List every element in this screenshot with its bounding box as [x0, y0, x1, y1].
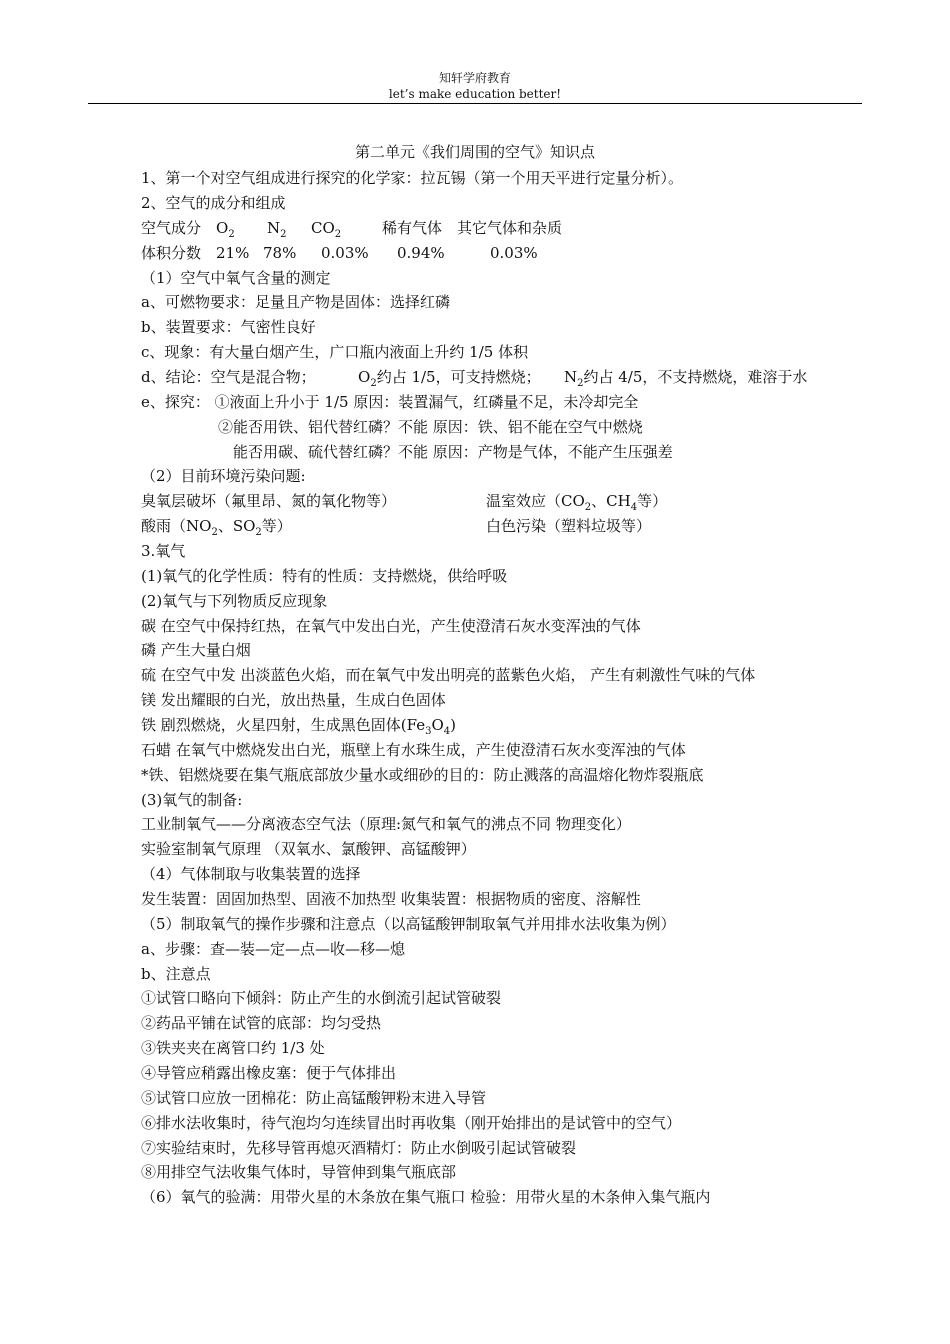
text-line: (1)氧气的化学性质：特有的性质：支持燃烧，供给呼吸	[141, 567, 508, 585]
row-label: 体积分数	[141, 244, 202, 262]
text-line: 酸雨（$NO_2$、$SO_2$等）	[141, 517, 292, 538]
text-line: b、注意点	[141, 965, 211, 983]
text-line: ③铁夹夹在离管口约 1/3 处	[141, 1039, 325, 1057]
other-gas-label: 其它气体和杂质	[457, 219, 563, 237]
text-line: ②能否用铁、铝代替红磷？不能 原因：铁、铝不能在空气中燃烧	[218, 418, 643, 436]
page-header	[88, 70, 862, 102]
text-line: ⑥排水法收集时，待气泡均匀连续冒出时再收集（刚开始排出的是试管中的空气）	[141, 1114, 682, 1132]
text-line: （1）空气中氧气含量的测定	[141, 269, 331, 287]
text-line: 能否用碳、硫代替红磷？不能 原因：产物是气体，不能产生压强差	[233, 443, 673, 461]
text-line: 臭氧层破坏（氟里昂、氮的氧化物等）	[141, 492, 397, 510]
text-line: 温室效应（$CO_2$、$CH_4$等）	[486, 492, 668, 513]
nitrogen-formula: $N_2$	[267, 219, 287, 240]
text-line: 铁 剧烈燃烧，火星四射，生成黑色固体$(Fe_3O_4)$	[141, 716, 457, 737]
text-line: c、现象：有大量白烟产生，广口瓶内液面上升约 1/5 体积	[141, 343, 529, 361]
text-line: ②药品平铺在试管的底部：均匀受热	[141, 1014, 382, 1032]
text-line: 磷 产生大量白烟	[141, 641, 251, 659]
text-line: (3)氧气的制备:	[141, 791, 243, 809]
header-org: 知轩学府教育	[438, 71, 511, 85]
co2-formula: $CO_2$	[311, 219, 342, 240]
volume-value: 0.03%	[321, 244, 369, 262]
text-line: 白色污染（塑料垃圾等）	[486, 517, 652, 535]
header-rule	[88, 103, 862, 104]
text-line: d、结论：空气是混合物； $O_2$约占 1/5，可支持燃烧； $N_2$约占 4/5，不支持燃烧，难溶于水	[141, 368, 808, 389]
row-label: 空气成分	[141, 219, 202, 237]
text-line: 镁 发出耀眼的白光，放出热量，生成白色固体	[141, 691, 446, 709]
text-line: 1、第一个对空气组成进行探究的化学家：拉瓦锡（第一个用天平进行定量分析）。	[141, 169, 684, 187]
rare-gas-label: 稀有气体	[382, 219, 443, 237]
text-line: 碳 在空气中保持红热，在氧气中发出白光，产生使澄清石灰水变浑浊的气体	[141, 617, 641, 635]
volume-value: 21%	[216, 244, 250, 262]
text-line: a、可燃物要求：足量且产物是固体：选择红磷	[141, 293, 450, 311]
volume-value: 0.03%	[490, 244, 538, 262]
volume-value: 78%	[263, 244, 297, 262]
text-line: ④导管应稍露出橡皮塞：便于气体排出	[141, 1064, 397, 1082]
volume-value: 0.94%	[397, 244, 445, 262]
text-line: ①试管口略向下倾斜：防止产生的水倒流引起试管破裂	[141, 989, 502, 1007]
text-line: 2、空气的成分和组成	[141, 194, 286, 212]
text-line: 石蜡 在氧气中燃烧发出白光，瓶壁上有水珠生成，产生使澄清石灰水变浑浊的气体	[141, 741, 686, 759]
text-line: e、探究： ①液面上升小于 1/5 原因：装置漏气，红磷量不足，未冷却完全	[141, 393, 639, 411]
text-line: ⑤试管口应放一团棉花：防止高锰酸钾粉末进入导管	[141, 1089, 487, 1107]
text-line: （4）气体制取与收集装置的选择	[141, 865, 361, 883]
text-line: ⑧用排空气法收集气体时，导管伸到集气瓶底部	[141, 1163, 457, 1181]
oxygen-formula: $O_2$	[216, 219, 235, 240]
text-line: （2）目前环境污染问题:	[141, 467, 306, 485]
text-line: 3.氧气	[141, 542, 186, 560]
text-line: ⑦实验结束时，先移导管再熄灭酒精灯：防止水倒吸引起试管破裂	[141, 1139, 577, 1157]
text-line: 硫 在空气中发 出淡蓝色火焰，而在氧气中发出明亮的蓝紫色火焰， 产生有刺激性气味的气体	[141, 666, 756, 684]
text-line: (2)氧气与下列物质反应现象	[141, 592, 328, 610]
text-line: 工业制氧气——分离液态空气法（原理:氮气和氧气的沸点不同 物理变化）	[141, 815, 631, 833]
text-line: a、步骤：查—装—定—点—收—移—熄	[141, 940, 405, 958]
text-line: （5）制取氧气的操作步骤和注意点（以高锰酸钾制取氧气并用排水法收集为例）	[141, 915, 676, 933]
text-line: b、装置要求：气密性良好	[141, 318, 316, 336]
header-slogan: let’s make education better!	[388, 87, 562, 101]
air-volume-row	[141, 242, 538, 264]
text-line: *铁、铝燃烧要在集气瓶底部放少量水或细砂的目的：防止溅落的高温熔化物炸裂瓶底	[141, 766, 704, 784]
text-line: （6）氧气的验满：用带火星的木条放在集气瓶口 检验：用带火星的木条伸入集气瓶内	[141, 1188, 711, 1206]
text-line: 发生装置：固固加热型、固液不加热型 收集装置：根据物质的密度、溶解性	[141, 890, 641, 908]
document-title: 第二单元《我们周围的空气》知识点	[354, 143, 595, 161]
air-composition-row	[141, 217, 563, 240]
text-line: 实验室制氧气原理 （双氧水、氯酸钾、高锰酸钾）	[141, 840, 476, 858]
